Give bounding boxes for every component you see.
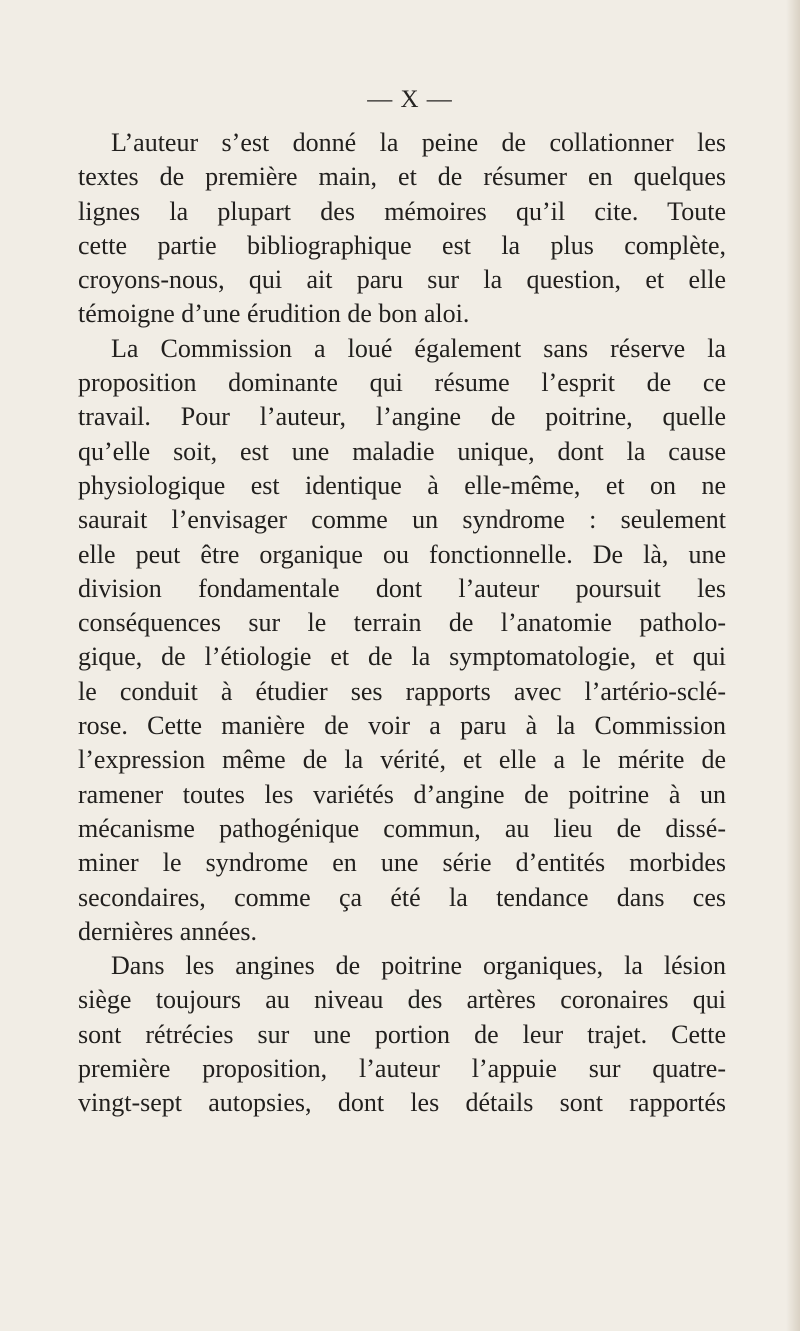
text-line: le conduit à étudier ses rapports avec l’artério-sclé-	[78, 676, 726, 706]
text-line: rose. Cette manière de voir a paru à la Commission	[78, 711, 726, 741]
text-line: sont rétrécies sur une portion de leur trajet. Cette	[78, 1019, 726, 1049]
text-line: textes de première main, et de résumer en quelques	[78, 162, 726, 192]
text-line: La Commission a loué également sans réserve la	[111, 333, 726, 363]
paragraph-3	[78, 949, 726, 1120]
text-line: secondaires, comme ça été la tendance dans ces	[78, 882, 726, 912]
text-line: lignes la plupart des mémoires qu’il cite. Toute	[78, 196, 726, 226]
paragraph-2	[78, 332, 726, 949]
text-line: travail. Pour l’auteur, l’angine de poitrine, quelle	[78, 402, 726, 432]
page-edge-shadow	[786, 0, 800, 1331]
text-line: vingt-sept autopsies, dont les détails sont rapportés	[78, 1088, 726, 1118]
paragraph-1	[78, 126, 726, 332]
text-line: témoigne d’une érudition de bon aloi.	[78, 299, 470, 329]
text-line: miner le syndrome en une série d’entités morbides	[78, 848, 726, 878]
text-line: mécanisme pathogénique commun, au lieu de dissé-	[78, 813, 726, 843]
text-line: physiologique est identique à elle-même, et on ne	[78, 470, 726, 500]
text-line: première proposition, l’auteur l’appuie sur quatre-	[78, 1054, 726, 1084]
text-line: Dans les angines de poitrine organiques, la lésion	[111, 951, 726, 981]
text-line: siège toujours au niveau des artères coronaires qui	[78, 985, 726, 1015]
body-text	[78, 126, 726, 1121]
text-line: cette partie bibliographique est la plus complète,	[78, 230, 726, 260]
text-line: elle peut être organique ou fonctionnelle. De là, une	[78, 539, 726, 569]
text-line: ramener toutes les variétés d’angine de poitrine à un	[78, 779, 726, 809]
text-line: L’auteur s’est donné la peine de collationner les	[111, 128, 726, 157]
text-line: proposition dominante qui résume l’esprit de ce	[78, 368, 726, 398]
text-line: qu’elle soit, est une maladie unique, dont la cause	[78, 436, 726, 466]
text-line: croyons-nous, qui ait paru sur la question, et elle	[78, 265, 726, 295]
text-line: division fondamentale dont l’auteur poursuit les	[78, 573, 726, 603]
text-line: dernières années.	[78, 916, 258, 946]
text-line: conséquences sur le terrain de l’anatomie patholo-	[78, 608, 726, 638]
text-line: l’expression même de la vérité, et elle a le mérite de	[78, 745, 726, 775]
page-folio: — X —	[367, 86, 453, 113]
text-line: saurait l’envisager comme un syndrome : seulement	[78, 505, 726, 535]
text-line: gique, de l’étiologie et de la symptomatologie, et qui	[78, 642, 726, 672]
